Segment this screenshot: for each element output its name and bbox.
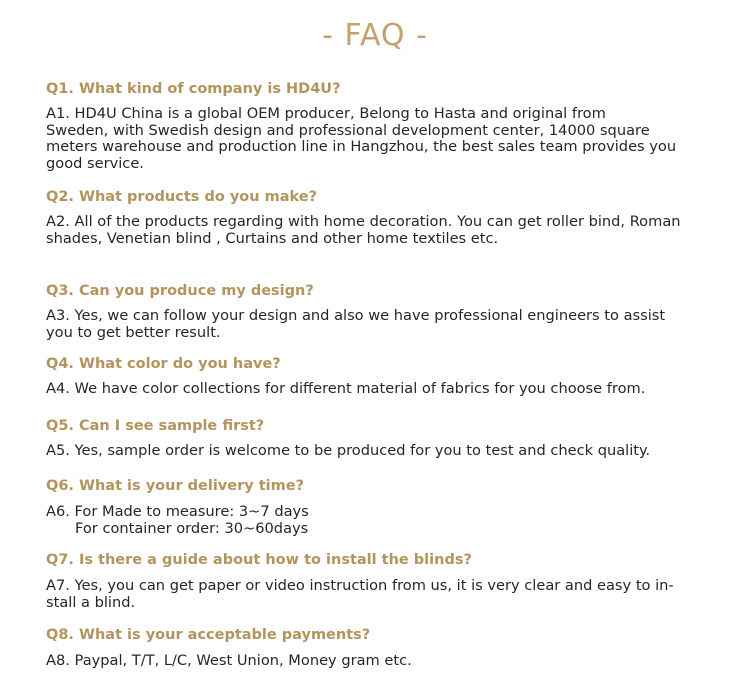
faq-question-2: Q2. What products do you make? — [46, 189, 318, 205]
answer-line: stall a blind. — [46, 593, 136, 611]
faq-question-4: Q4. What color do you have? — [46, 356, 281, 372]
answer-line: you to get better result. — [46, 323, 221, 341]
faq-question-1: Q1. What kind of company is HD4U? — [46, 81, 341, 97]
page-title: - FAQ - — [322, 18, 428, 53]
faq-answer-7 — [46, 578, 726, 611]
faq-answer-4 — [46, 381, 726, 398]
faq-answer-6 — [46, 504, 726, 537]
answer-line: good service. — [46, 154, 144, 172]
answer-line: For container order: 30~60days — [75, 519, 309, 537]
faq-answer-1 — [46, 106, 726, 172]
answer-line: meters warehouse and production line in Hangzhou, the best sales team provides you — [46, 138, 677, 155]
answer-line: A1. HD4U China is a global OEM producer, Belong to Hasta and original from — [46, 105, 606, 122]
faq-question-6: Q6. What is your delivery time? — [46, 478, 304, 494]
answer-line: A4. We have color collections for different material of fabrics for you choose from. — [46, 380, 646, 397]
faq-answer-3 — [46, 308, 726, 341]
answer-line: A5. Yes, sample order is welcome to be produced for you to test and check quality. — [46, 442, 651, 459]
faq-question-5: Q5. Can I see sample first? — [46, 418, 265, 434]
faq-answer-2 — [46, 214, 726, 247]
answer-line: A8. Paypal, T/T, L/C, West Union, Money gram etc. — [46, 652, 412, 669]
faq-question-3: Q3. Can you produce my design? — [46, 283, 314, 299]
faq-answer-8 — [46, 653, 726, 670]
answer-line: A7. Yes, you can get paper or video instruction from us, it is very clear and easy to in- — [46, 577, 674, 594]
answer-line: A2. All of the products regarding with home decoration. You can get roller bind, Roman — [46, 213, 681, 230]
answer-line: A3. Yes, we can follow your design and also we have professional engineers to assist — [46, 307, 666, 324]
answer-line: Sweden, with Swedish design and professional development center, 14000 square — [46, 121, 650, 139]
faq-answer-5 — [46, 443, 726, 460]
answer-line: shades, Venetian blind , Curtains and other home textiles etc. — [46, 229, 499, 247]
faq-question-8: Q8. What is your acceptable payments? — [46, 627, 371, 643]
answer-line: A6. For Made to measure: 3~7 days — [46, 503, 309, 520]
faq-question-7: Q7. Is there a guide about how to install the blinds? — [46, 552, 472, 568]
